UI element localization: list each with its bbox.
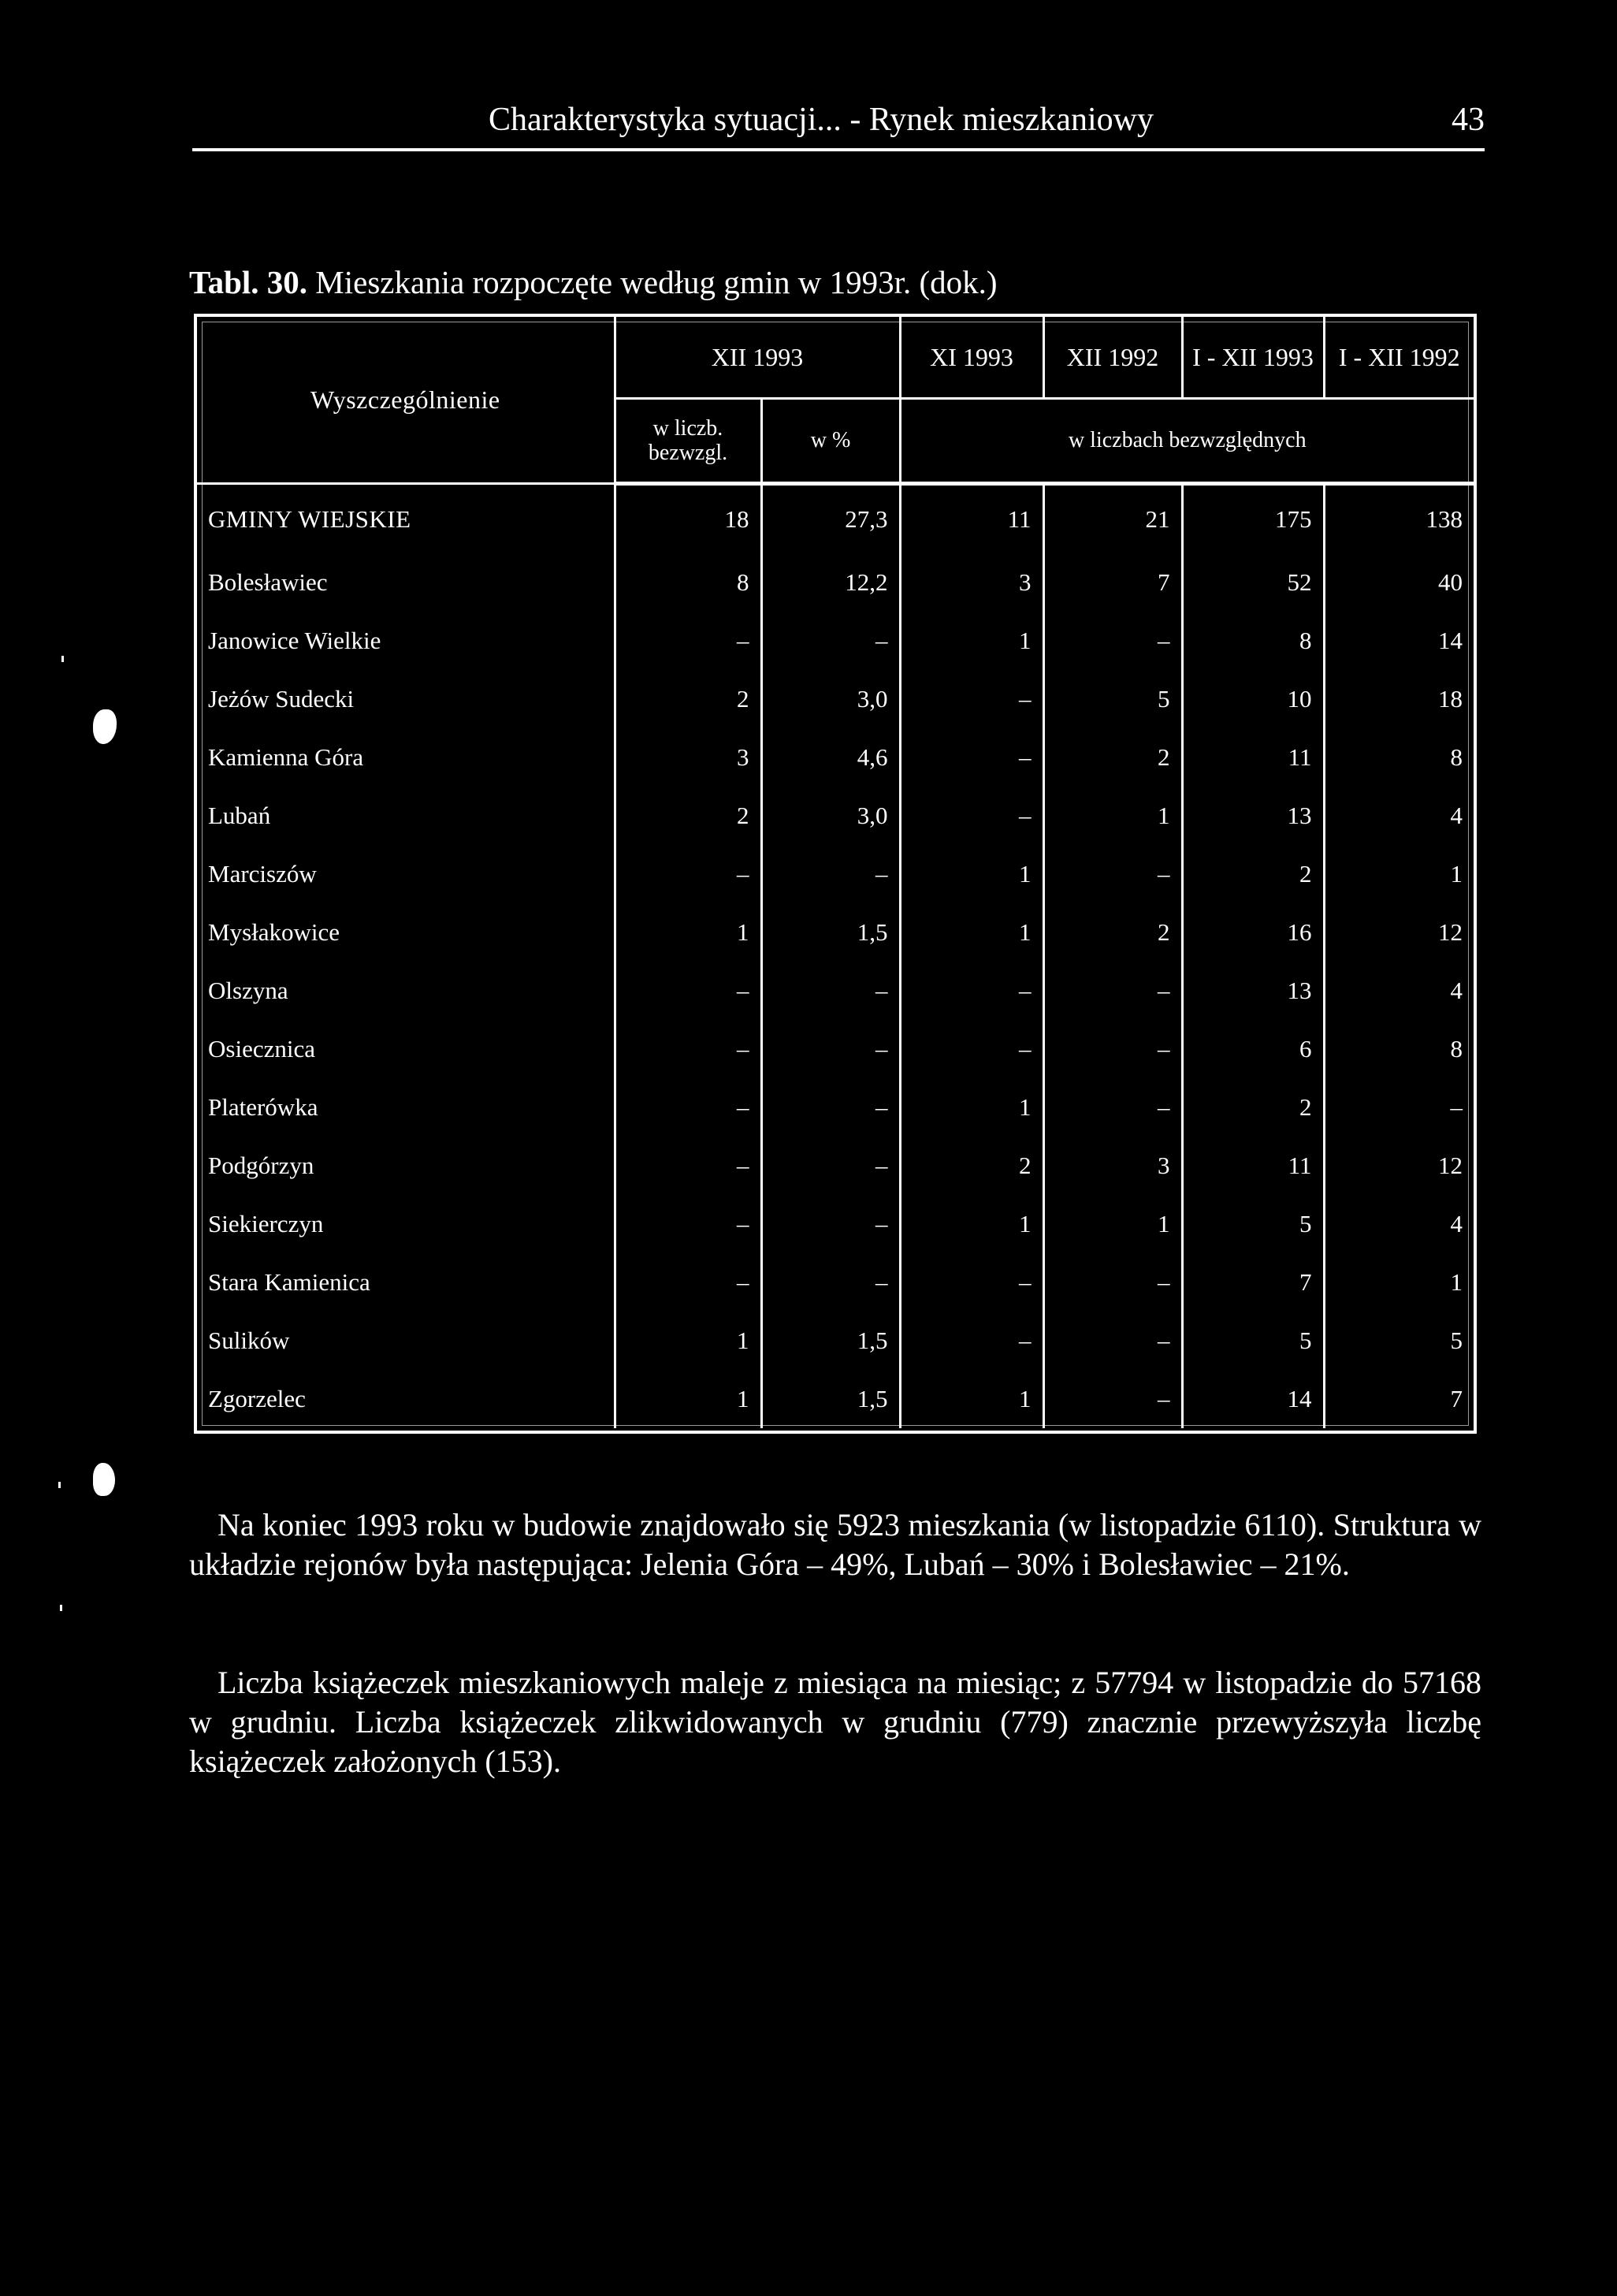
table-cell: 1 (900, 1195, 1043, 1253)
table-cell: 2 (1182, 845, 1324, 903)
table-cell: 5 (1324, 1312, 1474, 1370)
table-cell: 10 (1182, 670, 1324, 728)
table-cell: 14 (1182, 1370, 1324, 1428)
paragraph-construction: Na koniec 1993 roku w budowie znajdowało się 5923 mieszkania (w listopadzie 6110). Struktura w układzie rejonów była następująca: Jelenia Góra – 49%, Lubań – 30% i Bolesławiec – 21%. (189, 1507, 1481, 1582)
table-cell: – (1324, 1078, 1474, 1137)
table-cell: 138 (1324, 484, 1474, 554)
table-cell: 3,0 (761, 670, 900, 728)
table-cell: – (1043, 1078, 1182, 1137)
table-row (197, 1370, 1474, 1428)
row-label: Jeżów Sudecki (197, 670, 615, 728)
col-header-xii-1993: XII 1993 (615, 317, 900, 399)
row-label: GMINY WIEJSKIE (197, 484, 615, 554)
table-cell: 1 (900, 845, 1043, 903)
table-cell: – (761, 1020, 900, 1078)
table-cell: – (900, 670, 1043, 728)
table-cell: 13 (1182, 962, 1324, 1020)
table-cell: – (615, 845, 761, 903)
table-cell: – (900, 1253, 1043, 1312)
table-cell: 18 (615, 484, 761, 554)
table-cell: 4 (1324, 1195, 1474, 1253)
table-cell: 1 (615, 1370, 761, 1428)
scan-speck (60, 1605, 62, 1611)
table-row (197, 728, 1474, 787)
table-cell: 1 (1324, 1253, 1474, 1312)
table-cell: – (761, 1195, 900, 1253)
row-label: Podgórzyn (197, 1137, 615, 1195)
table-cell: 8 (1182, 612, 1324, 670)
row-label: Janowice Wielkie (197, 612, 615, 670)
table-cell: 6 (1182, 1020, 1324, 1078)
row-label: Olszyna (197, 962, 615, 1020)
table-cell: 2 (1182, 1078, 1324, 1137)
table-cell: 3 (1043, 1137, 1182, 1195)
table-row (197, 1253, 1474, 1312)
subheader-absolute-numbers: w liczbach bezwzględnych (900, 399, 1474, 484)
table-cell: – (615, 612, 761, 670)
table-cell: 175 (1182, 484, 1324, 554)
table-cell: – (761, 1253, 900, 1312)
scan-speck (58, 1482, 61, 1488)
table-cell: 8 (615, 553, 761, 612)
scan-blot (93, 709, 117, 744)
table-row (197, 553, 1474, 612)
table-cell: 5 (1182, 1195, 1324, 1253)
table-cell: – (761, 1078, 900, 1137)
scan-blot (93, 1463, 115, 1496)
row-label: Kamienna Góra (197, 728, 615, 787)
table-cell: – (761, 845, 900, 903)
table-cell: – (615, 1078, 761, 1137)
stub-header: Wyszczególnienie (197, 317, 615, 484)
table-row (197, 1020, 1474, 1078)
subheader-absolute: w liczb. bezwzgl. (615, 399, 761, 484)
table-cell: 16 (1182, 903, 1324, 962)
table-cell: 1,5 (761, 1312, 900, 1370)
table-cell: – (615, 1020, 761, 1078)
table-cell: 11 (900, 484, 1043, 554)
table-cell: 1 (1043, 1195, 1182, 1253)
table-cell: 1 (1043, 787, 1182, 845)
table-cell: 5 (1182, 1312, 1324, 1370)
table-cell: – (761, 962, 900, 1020)
table-cell: 40 (1324, 553, 1474, 612)
page-number: 43 (1452, 102, 1485, 138)
table-cell: – (1043, 1253, 1182, 1312)
row-label: Bolesławiec (197, 553, 615, 612)
row-label: Sulików (197, 1312, 615, 1370)
table-row (197, 787, 1474, 845)
table-cell: 52 (1182, 553, 1324, 612)
table-cell: – (900, 1312, 1043, 1370)
table-frame (194, 314, 1477, 1434)
table-row (197, 1195, 1474, 1253)
table-cell: 5 (1043, 670, 1182, 728)
table-cell: 18 (1324, 670, 1474, 728)
table-cell: – (900, 1020, 1043, 1078)
row-label: Mysłakowice (197, 903, 615, 962)
table-row (197, 1312, 1474, 1370)
table-row (197, 484, 1474, 554)
table-cell: 8 (1324, 1020, 1474, 1078)
table-cell: 4,6 (761, 728, 900, 787)
table-cell: – (900, 728, 1043, 787)
table-cell: 7 (1324, 1370, 1474, 1428)
table-row (197, 903, 1474, 962)
table-cell: – (615, 1253, 761, 1312)
table-cell: 1 (900, 1078, 1043, 1137)
table-cell: 1,5 (761, 903, 900, 962)
table-cell: 1 (900, 612, 1043, 670)
table-cell: 1 (615, 903, 761, 962)
row-label: Osiecznica (197, 1020, 615, 1078)
table-cell: 3,0 (761, 787, 900, 845)
table-cell: 3 (900, 553, 1043, 612)
table-cell: 12 (1324, 1137, 1474, 1195)
col-header-xii-1992: XII 1992 (1043, 317, 1182, 399)
scan-speck (61, 656, 64, 662)
row-label: Marciszów (197, 845, 615, 903)
table-cell: 2 (900, 1137, 1043, 1195)
table-cell: 1 (1324, 845, 1474, 903)
table-cell: 3 (615, 728, 761, 787)
data-table (197, 317, 1474, 1428)
table-cell: 1 (900, 1370, 1043, 1428)
table-row (197, 1137, 1474, 1195)
table-cell: 8 (1324, 728, 1474, 787)
table-label: Tabl. 30. (189, 264, 308, 300)
table-cell: 2 (1043, 903, 1182, 962)
table-cell: 14 (1324, 612, 1474, 670)
table-cell: 4 (1324, 962, 1474, 1020)
table-cell: – (615, 1137, 761, 1195)
table-cell: – (1043, 845, 1182, 903)
page-header (192, 93, 1485, 151)
row-label: Siekierczyn (197, 1195, 615, 1253)
col-header-i-xii-1993: I - XII 1993 (1182, 317, 1324, 399)
table-cell: 13 (1182, 787, 1324, 845)
row-label: Lubań (197, 787, 615, 845)
table-cell: – (761, 1137, 900, 1195)
table-title: Mieszkania rozpoczęte według gmin w 1993r. (dok.) (315, 264, 998, 300)
table-cell: 27,3 (761, 484, 900, 554)
col-header-xi-1993: XI 1993 (900, 317, 1043, 399)
table-row (197, 845, 1474, 903)
table-row (197, 962, 1474, 1020)
table-cell: 1,5 (761, 1370, 900, 1428)
table-row (197, 1078, 1474, 1137)
row-label: Zgorzelec (197, 1370, 615, 1428)
table-cell: – (1043, 962, 1182, 1020)
table-cell: – (900, 787, 1043, 845)
table-cell: – (900, 962, 1043, 1020)
table-cell: – (1043, 1312, 1182, 1370)
table-cell: – (1043, 1020, 1182, 1078)
table-row (197, 612, 1474, 670)
table-cell: 2 (615, 670, 761, 728)
table-cell: – (761, 612, 900, 670)
table-cell: 12 (1324, 903, 1474, 962)
subheader-percent: w % (761, 399, 900, 484)
table-caption (189, 263, 998, 301)
table-cell: 12,2 (761, 553, 900, 612)
table-cell: 1 (900, 903, 1043, 962)
col-header-i-xii-1992: I - XII 1992 (1324, 317, 1474, 399)
table-row (197, 670, 1474, 728)
table-cell: – (615, 1195, 761, 1253)
running-title: Charakterystyka sytuacji... - Rynek mieszkaniowy (489, 102, 1154, 138)
row-label: Platerówka (197, 1078, 615, 1137)
table-cell: 4 (1324, 787, 1474, 845)
table-cell: 1 (615, 1312, 761, 1370)
table-cell: 11 (1182, 728, 1324, 787)
paragraph-housing-books: Liczba książeczek mieszkaniowych maleje z miesiąca na miesiąc; z 57794 w listopadzie do 57168 w grudniu. Liczba książeczek zlikwidowanych w grudniu (779) znacznie przewyższyła liczbę książeczek założonych (153). (189, 1665, 1481, 1779)
table-cell: 7 (1043, 553, 1182, 612)
table-cell: – (1043, 612, 1182, 670)
table-cell: 2 (615, 787, 761, 845)
table-cell: 7 (1182, 1253, 1324, 1312)
table-cell: 11 (1182, 1137, 1324, 1195)
table-cell: – (1043, 1370, 1182, 1428)
table-cell: – (615, 962, 761, 1020)
table-cell: 2 (1043, 728, 1182, 787)
row-label: Stara Kamienica (197, 1253, 615, 1312)
table-cell: 21 (1043, 484, 1182, 554)
